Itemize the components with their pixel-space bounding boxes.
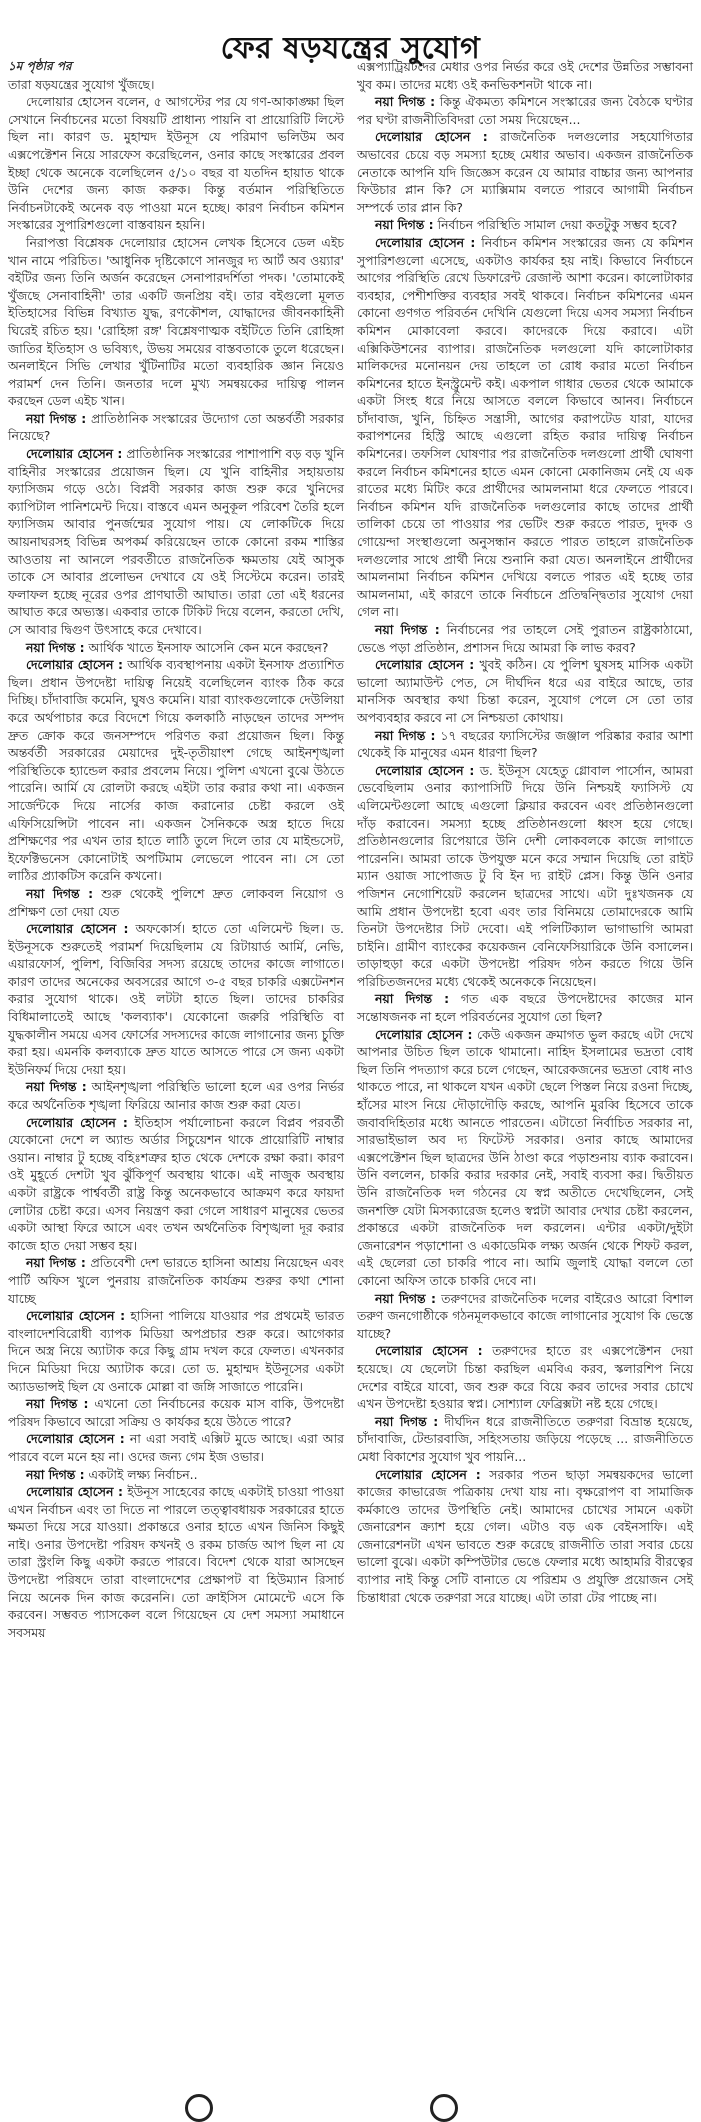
paragraph-text: সরকার পতন ছাড়া সমন্বয়কদের ভালো কাজের কাভারেজ পত্রিকায় দেখা যায় না। বৃক্ষরোপণ বা সামাজিক কর্মকাণ্ডে তাদের উপস্থিতি নেই। আমাদের চোখের সামনে একটা জেনারেশন ক্র্যাশ হয়ে গেল। এটাও বড় এক বেইনসাফি। এই জেনারেশনটা এখন ভাবতে শুরু করেছে রাজনীতি তারা সবার চেয়ে ভালো বুঝে। একটা কম্পিউটার ভেঙে ফেলার মধ্যে আহামরি বীরত্বের ব্যাপার নাই কিন্তু সেটি বানাতে যে পরিশ্রম ও প্রযুক্তি প্রয়োজন সেই চিন্তাধারা থেকে তরুণরা সরে যাচ্ছে। এটা তারা টের পাচ্ছে না। [357, 1466, 693, 1605]
interview-question [357, 621, 693, 656]
paragraph-text: প্রাতিষ্ঠানিক সংস্কারের পাশাপাশি বড় বড় খুনি বাহিনীর সংস্কারের প্রয়োজন ছিল। যে খুনি বাহিনীর সহায়তায় ফ্যাসিজম গড়ে ওঠে। বিপ্লবী সরকার কাজ শুরু করে খুনিদের ক্যাপিটাল পানিশমেন্ট দিয়ে। বাস্তবে এমন অনুকূল পরিবেশ তৈরি হলে ফ্যাসিজম আবার পুনর্জন্মের সুযোগ পায়। যে লোকটিকে দিয়ে আয়নাঘরসহ বিভিন্ন অপকর্ম করিয়েছেন তাকে কোনো রকম শাস্তির আওতায় না আনলে পরবর্তীতে রাজনৈতিক ক্ষমতায় যেই আসুক তাকে সে আবার প্রলোভন দেখাবে যে ওই সিস্টেমে করেন। তারই ফলাফল হচ্ছে নূরের ওপর প্রাণঘাতী আঘাত। তারা তো এই ধরনের আঘাত করে অভ্যস্ত। একবার তাকে টিকিট দিয়ে বলেন, করতো দেখি, সে আবার দ্বিগুণ উৎসাহে করে দেখাবে। [8, 446, 344, 637]
speaker-label-interviewee: দেলোয়ার হোসেন : [26, 1484, 123, 1500]
interview-question [357, 216, 693, 234]
speaker-label-newspaper: নয়া দিগন্ত : [375, 94, 436, 110]
speaker-label-interviewee: দেলোয়ার হোসেন : [26, 446, 123, 462]
speaker-label-newspaper: নয়া দিগন্ত : [26, 639, 85, 655]
interview-question [357, 990, 693, 1025]
paragraph-text: নির্বাচন পরিস্থিতি সামাল দেয়া কতটুকু সম্ভব হবে? [437, 217, 678, 233]
article-column-left [8, 58, 344, 1641]
speaker-label-interviewee: দেলোয়ার হোসেন : [26, 1114, 128, 1130]
interview-question [8, 1254, 344, 1307]
paragraph-text: আর্থিক খাতে ইনসাফ আসেনি কেন মনে করছেন? [88, 639, 329, 655]
speaker-label-newspaper: নয়া দিগন্ত : [375, 622, 440, 637]
paragraph-text: নির্বাচন কমিশন সংস্কারের জন্য যে কমিশন সুপারিশগুলো এসেছে, একটাও কার্যকর হয় নাই। কিভাবে নির্বাচনে আগের পরিস্থিতি রেখে ডিফারেন্ট রেজাল্ট আশা করেন। কালোটাকার ব্যবহার, পেশীশক্তির ব্যবহার সবই থাকবে। নির্বাচন কমিশনের এমন কোনো গুণগত পরিবর্তন দেখিনি যেগুলো দিয়ে এসব সমস্যা নির্বাচন কমিশন মোকাবেলা করবে। কাদেরকে দিয়ে করাবে। এটা এক্সিকিউশনের ব্যাপার। রাজনৈতিক দলগুলো যদি কালোটাকার মালিকদের মনোনয়ন দেয় তাহলে তা রোধ করার মতো নির্বাচন কমিশনের হাতে ইনস্ট্রুমেন্ট কই। একপাল গাধার ভেতর থেকে আমাকে একটা সিংহ ধরে নিয়ে আসতে বললে কিভাবে আনব। নির্বাচনে চাঁদাবাজ, খুনি, চিহ্নিত সন্ত্রাসী, আগের করাপটেড যারা, যাদের করাপশনের হিস্ট্রি আছে এগুলো রহিত করার দায়িত্ব নির্বাচন কমিশনের। তফসিল ঘোষণার পর রাজনৈতিক দলগুলো প্রার্থী ঘোষণা করলে নির্বাচন কমিশনের হাতে এমন কোনো মেকানিজম নেই যে এক রাতের মধ্যে মিটিং করে প্রার্থীদের আমলনামা ধরে ফেলতে পারবে। নির্বাচন কমিশন যদি রাজনৈতিক দলগুলোর কাছে তাদের প্রার্থী তালিকা চেয়ে তা পাওয়ার পর ভেটিং শুরু করতে পারত, দুদক ও গোয়েন্দা সংস্থাগুলো অনুসন্ধান করতে পারত তাহলে রাজনৈতিক দলগুলোর সাথে প্রার্থী নিয়ে শুনানি করা যেত। অনলাইনে প্রার্থীদের আমলনামা নির্বাচন কমিশন দেখিয়ে বলতে পারত এই হচ্ছে তার আমলনামা, এই কারণে তাকে নির্বাচনে প্রতিদ্বন্দ্বিতার সুযোগ দেয়া গেল না। [357, 234, 693, 620]
interview-answer [357, 1342, 693, 1412]
speaker-label-interviewee: দেলোয়ার হোসেন : [26, 921, 129, 937]
paragraph-text: অফকোর্স। হাতে তো এলিমেন্ট ছিল। ড. ইউনূসকে শুরুতেই পরামর্শ দিয়েছিলাম যে রিটায়ার্ড আর্মি, নেভি, এয়ারফোর্স, পুলিশ, বিজিবির সদস্য রয়েছে তাদের কাজে লাগাতে। কারণ তাদের অনেকের অবসরের আগে ৩-৫ বছর চাকরি এক্সটেনশন করার সুযোগ থাকে। ওই লটটা হাতে ছিল। তাদের চাকরির বিধিমালাতেই আছে 'কলব্যাক'। যেকোনো জরুরি পরিস্থিতি বা যুদ্ধকালীন সময়ে এসব ফোর্সের সদস্যদের কাজে লাগানোর জন্য চুক্তি করা হয়। এমনকি কলব্যাকে দ্রুত যাতে আসতে পারে সে জন্য একটা ইউনিফর্ম দিয়ে দেয়া হয়। [8, 921, 344, 1077]
interview-question [8, 639, 344, 657]
speaker-label-newspaper: নয়া দিগন্ত : [26, 1255, 86, 1271]
paragraph-text: ড. ইউনূস যেহেতু গ্লোবাল পার্সোন, আমরা ভেবেছিলাম ওনার ক্যাপাসিটি দিয়ে উনি নিশ্চয়ই ফ্যাসিস্ট যে এলিমেন্টগুলো আছে এগুলো ক্লিয়ার করবেন এবং প্রতিষ্ঠানগুলো দাঁড় করাবেন। সমস্যা হচ্ছে প্রতিষ্ঠানগুলো ধ্বংস হয়ে গেছে। প্রতিষ্ঠানগুলোর রিপেয়ারে উনি দেশী লোকবলকে কাজে লাগাতে পারেননি। আমরা তাকে উপযুক্ত মনে করে সম্মান দিয়েছি তো রাইট ম্যান ওয়াজ সাপোজড টু বি ইন দ্য রাইট প্লেস। কিন্তু উনি ওনার পজিশন নেগোশিয়েট করলেন ছাত্রদের সাথে। এটা দুঃখজনক যে আমি প্রধান উপদেষ্টা হবো এবং তার বিনিময়ে তোমাদেরকে আমি তিনটা উপদেষ্টার সিট দেবো। এই পলিটিক্যাল ভাগাভাগি আমরা চাইনি। গ্রামীণ ব্যাংকের কয়েকজন বেনিফেসিয়ারিকে উনি বসালেন। তাড়াহুড়া করে একটা উপদেষ্টা পরিষদ গঠন করতে গিয়ে উনি পরিচিতজনদের মধ্যে থেকেই অনেককে নিয়েছেন। [357, 762, 693, 989]
interview-answer [357, 128, 693, 216]
paragraph-text: কিন্তু ঐকমত্য কমিশনে সংস্কারের জন্য বৈঠকে ঘণ্টার পর ঘণ্টা রাজনীতিবিদরা তো সময় দিয়েছেন... [357, 94, 693, 127]
interview-question [8, 410, 344, 445]
paragraph-text: ১৭ বছরের ফ্যাসিস্টের জঞ্জাল পরিষ্কার করার আশা থেকেই কি মানুষের এমন ধারণা ছিল? [357, 727, 693, 761]
paragraph-text: ইউনূস সাহেবের কাছে একটাই চাওয়া পাওয়া এখন নির্বাচন এবং তা দিতে না পারলে তত্ত্বাবধায়ক সরকারের হাতে ক্ষমতা দিয়ে সরে যাওয়া। প্রকান্তরে ওনার হাতে এখন জিনিস কিছুই নাই। ওনার উপদেষ্টা পরিষদ কখনই ও রকম চার্জড আপ ছিল না যে তারা স্ট্রংলি কিছু একটা করতে পারবে। বিদেশ থেকে যারা আসছেন উপদেষ্টা পরিষদে তারা বাংলাদেশের প্রেক্ষাপট বা হিউম্যান রিসার্চ নিয়ে অনেক দিন কাজ করেননি। তো ক্রাইসিস মোমেন্টে এসে কি করবেন। সম্ভবত প্যাসকেল বলে গিয়েছেন যে দেশ সমস্যা সমাধানে সবসময় [8, 1484, 344, 1640]
speaker-label-interviewee: দেলোয়ার হোসেন : [375, 762, 475, 778]
paragraph-text: কেউ একজন ক্রমাগত ভুল করছে এটা দেখে আপনার উচিত ছিল তাকে থামানো। নাহিদ ইসলামের ভদ্রতা বোধ ছিল তিনি পদত্যাগ করে চলে গেছেন, আরেকজনের ভদ্রতা বোধ নাও থাকতে পারে, না থাকলে যখন একটা ছেলে পিস্তল নিয়ে রওনা দিচ্ছে, হাঁসের মাংস নিয়ে দৌড়াদৌড়ি করছে, আপনি মুরব্বি হিসেবে তাকে জবাবদিহিতার মধ্যে আনতে পারতেন। এটাতো নির্বাচিত সরকার না, সারভাইভাল অব দ্য ফিটেস্ট সরকার। ওনার কাছে আমাদের এক্সপেক্টেশন ছিল ছাত্রদের উনি ঠাণ্ডা করে পড়াশুনায় ব্যাক করাবেন। উনি বললেন, চাকরি করার দরকার নেই, সবাই ব্যবসা কর। দ্বিতীয়ত উনি রাজনৈতিক দল গঠনের যে স্বপ্ন অতীতে দেখেছিলেন, সেই জনশক্তি যেটা মিসক্যারেজ হলেও স্বপ্নটা আবার দেখার চেষ্টা করলেন, প্রকান্তরে একটা রাজনৈতিক দল করলেন। এন্টার একটা/দুইটা জেনারেশন পড়াশোনা ও একাডেমিক লক্ষ্য অর্জন থেকে শিফট করল, এই ছেলেরা তো চাকরি পাবে না। আমি জুলাই যোদ্ধা বললে তো কোনো অফিস তাকে চাকরি দেবে না। [357, 1026, 693, 1288]
paragraph-text: হাসিনা পালিয়ে যাওয়ার পর প্রথমেই ভারত বাংলাদেশবিরোধী ব্যাপক মিডিয়া অপপ্রচার শুরু করে। আগেকার দিনে অস্ত্র নিয়ে অ্যাটাক করে কিছু গ্রাম দখল করে ফেলত। এখনকার দিনে মিডিয়া দিয়ে অ্যাটাক করে। তো ড. মুহাম্মদ ইউনূসের একটা অ্যাডভান্সই ছিল যে ওনাকে মোল্লা বা জঙ্গি সাজাতে পারেনি। [8, 1308, 344, 1394]
interview-answer [357, 1026, 693, 1290]
interview-answer [8, 445, 344, 639]
article-paragraph [8, 93, 344, 234]
speaker-label-interviewee: দেলোয়ার হোসেন : [26, 1431, 125, 1447]
paragraph-text: আর্থিক ব্যবস্থাপনায় একটা ইনসাফ প্রত্যাশিত ছিল। প্রধান উপদেষ্টা দায়িত্ব নিয়েই বলেছিলেন ব্যাংক ঠিক করে দিচ্ছি। চাঁদাবাজি কমেনি, ঘুষও কমেনি। যারা ব্যাংকগুলোকে দেউলিয়া করে অর্থপাচার করে বিদেশে গিয়ে কলকাঠি নাড়ছেন তাদের সম্পদ দ্রুত ক্রোক করে জনসম্পদে পরিণত করা প্রয়োজন ছিল। কিন্তু অন্তর্বর্তী সরকারের মেয়াদের দুই-তৃতীয়াংশ গেছে আইনশৃঙ্খলা পরিস্থিতিকে হ্যান্ডেল করার প্রবলেম নিয়ে। পুলিশ এখনো বুঝে উঠতে পারেনি। আর্মি যে রোলটা করছে এইটা তার করার কথা না। একজন সার্জেন্টকে দিয়ে নার্সের কাজ করানোর চেষ্টা করলে ওই এফিসিয়েন্সিটা পাবেন না। একজন সৈনিককে অস্ত্র হাতে দিয়ে প্রশিক্ষণের পর এখন তার হাতে লাঠি তুলে দিলে তার যে মাইন্ডসেট, ইফেক্টিভনেস কোনোটাই অপটিমাম লেভেলে পাবেন না। সে তো লাঠির প্র্যাকটিস করেনি কখনো। [8, 657, 344, 884]
interview-answer [8, 1114, 344, 1255]
speaker-label-interviewee: দেলোয়ার হোসেন : [375, 1026, 473, 1042]
interview-answer [8, 656, 344, 885]
paragraph-text: একটাই লক্ষ্য নির্বাচন.. [88, 1466, 198, 1482]
interview-answer [357, 656, 693, 726]
speaker-label-newspaper: নয়া দিগন্ত : [26, 885, 94, 901]
paragraph-text: তারা ষড়যন্ত্রের সুযোগ খুঁজছে। [8, 76, 155, 92]
article-paragraph [8, 76, 344, 94]
speaker-label-interviewee: দেলোয়ার হোসেন : [26, 1308, 126, 1324]
speaker-label-interviewee: দেলোয়ার হোসেন : [375, 657, 475, 673]
paragraph-text: নিরাপত্তা বিশ্লেষক দেলোয়ার হোসেন লেখক হিসেবে ডেল এইচ খান নামে পরিচিত। 'আধুনিক দৃষ্টিকোণে সানজুর দ্য আর্ট অব ওয়্যার' বইটির জন্য তিনি অর্জন করেছেন সেনাপারদর্শিতা পদক। 'তোমাকেই খুঁজছে সেনাবাহিনী' তার একটি জনপ্রিয় বই। তার বইগুলো মূলত ইতিহাসের বিভিন্ন বিখ্যাত যুদ্ধ, রণকৌশল, যোদ্ধাদের জীবনকাহিনী ঘিরেই রচিত হয়। 'রোহিঙ্গা রঙ্গ' বিশ্লেষণাত্মক বইটিতে তিনি রোহিঙ্গা জাতির ইতিহাস ও ভবিষ্যৎ, উভয় সময়ের বাস্তবতাকে তুলে ধরেছেন। অনলাইনে সিভি লেখার খুঁটিনাটির মতো ব্যবহারিক জ্ঞান নিয়েও পরামর্শ দেন তিনি। জনতার দলে মুখ্য সমন্বয়কের দায়িত্ব পালন করছেন ডেল এইচ খান। [8, 234, 344, 409]
paragraph-text: দেলোয়ার হোসেন বলেন, ৫ আগস্টের পর যে গণ-আকাঙ্ক্ষা ছিল সেখানে নির্বাচনের মতো বিষয়টি প্রাধান্য পায়নি বা প্রায়োরিটি লিস্টে ছিল না। কারণ ড. মুহাম্মদ ইউনূস যে পরিমাণ ভলিউম অব এক্সপেক্টেশন নিয়ে সারফেস করেছিলেন, ওনার কাছে সংস্কারের প্রবল ইচ্ছা থেকে অনেকে বলেছিলেন ৫/১০ বছর বা যতদিন হায়াত থাকে উনি দেশের জন্য কাজ করুক। কিন্তু বর্তমান পরিস্থিতিতে নির্বাচনটাকেই অনেক বড় পাওয়া মনে হচ্ছে। কারণ নির্বাচন কমিশন সংস্কারের সুপারিশগুলো বাস্তবায়ন হয়নি। [8, 94, 344, 233]
interview-question [8, 885, 344, 920]
speaker-label-newspaper: নয়া দিগন্ত : [375, 991, 450, 1007]
speaker-label-newspaper: নয়া দিগন্ত : [375, 217, 434, 233]
paragraph-text: ইতিহাস পর্যালোচনা করলে বিপ্লব পরবর্তী যেকোনো দেশে ল অ্যান্ড অর্ডার সিচুয়েশন থাকে প্রায়োরিটি নাম্বার ওয়ান। নাম্বার টু হচ্ছে বহিঃশত্রুর হাত থেকে দেশকে রক্ষা করা। কারণ ওই মুহূর্তে দেশটা খুব ঝুঁকিপূর্ণ অবস্থায় থাকে। এই নাজুক অবস্থায় একটা রাষ্ট্রকে পার্শ্ববর্তী রাষ্ট্র কিন্তু অনেকভাবে আক্রমণ করে ফায়দা লোটার চেষ্টা করে। এসব নিয়ন্ত্রণ করা গেলে সাধারণ মানুষের ভেতর একটা আস্থা ফিরে আসে এবং তখন অর্থনৈতিক বিশৃঙ্খলা দূর করার কাজে হাত দেয়া সম্ভব হয়। [8, 1114, 344, 1253]
interview-question [357, 727, 693, 762]
interview-question [8, 1466, 344, 1484]
interview-question [8, 1078, 344, 1113]
interview-answer [357, 234, 693, 621]
paragraph-text: খুবই কঠিন। যে পুলিশ ঘুষসহ মাসিক একটা ভালো অ্যামাউন্ট পেত, সে দীর্ঘদিন ধরে এর বাইরে আছে, তার মানসিক অবস্থার কথা চিন্তা করেন, সুযোগ পেলে সে তো তার অপব্যবহার করবে না সে নিশ্চয়তা কোথায়। [357, 657, 693, 725]
article-paragraph [357, 58, 693, 93]
headline: ফের ষড়যন্ত্রের সুযোগ [220, 31, 481, 67]
paragraph-text: এক্সপ্যাট্রিয়টদের মেধার ওপর নির্ভর করে ওই দেশের উন্নতির সম্ভাবনা খুব কম। তাদের মধ্যে ওই কনভিকশনটা থাকে না। [357, 59, 693, 92]
logo-fragment-icon [430, 2094, 458, 2122]
speaker-label-newspaper: নয়া দিগন্ত : [26, 410, 87, 426]
interview-answer [8, 1483, 344, 1641]
paragraph-text: তরুণদের হাতে রং এক্সপেক্টেশন দেয়া হয়েছে। যে ছেলেটা চিন্তা করছিল এমবিএ করব, স্কলারশিপ নিয়ে দেশের বাইরে যাবো, জব শুরু করে বিয়ে করব তাদের সবার চোখে এখন উপদেষ্টা হওয়ার স্বপ্ন। সোশ্যাল ফেব্রিক্সটা নষ্ট হয়ে গেছে। [357, 1343, 693, 1412]
speaker-label-interviewee: দেলোয়ার হোসেন : [375, 234, 476, 250]
interview-question [357, 93, 693, 128]
speaker-label-newspaper: নয়া দিগন্ত : [375, 1413, 439, 1429]
interview-answer [8, 920, 344, 1078]
speaker-label-interviewee: দেলোয়ার হোসেন : [375, 1343, 483, 1359]
paragraph-text: দীর্ঘদিন ধরে রাজনীতিতে তরুণরা বিভ্রান্ত হয়েছে, চাঁদাবাজি, টেন্ডারবাজি, সহিংসতায় জড়িয়ে পড়েছে ... রাজনীতিতে মেধা বিকাশের সুযোগ খুব পায়নি... [357, 1413, 693, 1464]
paragraph-text: এখনো তো নির্বাচনের কয়েক মাস বাকি, উপদেষ্টা পরিষদ কিভাবে আরো সক্রিয় ও কার্যকর হয়ে উঠতে পারে? [8, 1396, 344, 1429]
paragraph-text: না এরা সবাই এক্সিট মুডে আছে। এরা আর পারবে বলে মনে হয় না। ওদের জন্য গেম ইজ ওভার। [8, 1431, 344, 1464]
article-column-right [357, 58, 693, 1606]
continuation-label: ১ম পৃষ্ঠার পর [8, 59, 72, 73]
speaker-label-newspaper: নয়া দিগন্ত : [375, 1290, 437, 1306]
paragraph-text: আইনশৃঙ্খলা পরিস্থিতি ভালো হলে এর ওপর নির্ভর করে অর্থনৈতিক শৃঙ্খলা ফিরিয়ে আনার কাজ শুরু করা যেত। [8, 1079, 344, 1113]
interview-question [8, 1395, 344, 1430]
speaker-label-interviewee: দেলোয়ার হোসেন : [26, 657, 123, 673]
paragraph-text: শুরু থেকেই পুলিশে দ্রুত লোকবল নিয়োগ ও প্রশিক্ষণ তো দেয়া যেত [8, 885, 344, 919]
interview-answer [8, 1430, 344, 1465]
speaker-label-newspaper: নয়া দিগন্ত : [26, 1466, 85, 1482]
interview-answer [357, 1466, 693, 1607]
logo-fragment-icon [185, 2094, 213, 2122]
paragraph-text: প্রাতিষ্ঠানিক সংস্কারের উদ্যোগ তো অন্তর্বর্তী সরকার নিয়েছে? [8, 410, 344, 444]
interview-answer [357, 762, 693, 991]
paragraph-text: রাজনৈতিক দলগুলোর সহযোগিতার অভাবের চেয়ে বড় সমস্যা হচ্ছে মেধার অভাব। একজন রাজনৈতিক নেতাকে আপনি যদি জিজ্ঞেস করেন যে আমার বাচ্চার জন্য আপনার ফিউচার প্লান কি? সে ম্যাক্সিমাম বলতে পারবে আগামী নির্বাচন সম্পর্কে তার প্লান কি? [357, 129, 693, 215]
speaker-label-newspaper: নয়া দিগন্ত : [375, 727, 436, 743]
speaker-label-newspaper: নয়া দিগন্ত : [26, 1079, 87, 1095]
interview-question [357, 1413, 693, 1466]
paragraph-text: তরুণদের রাজনৈতিক দলের বাইরেও আরো বিশাল তরুণ জনগোষ্ঠীকে গঠনমূলকভাবে কাজে লাগানোর সুযোগ কি ভেস্তে যাচ্ছে? [357, 1290, 693, 1341]
paragraph-text: প্রতিবেশী দেশ ভারতে হাসিনা আশ্রয় নিয়েছেন এবং পার্টি অফিস খুলে পুনরায় রাজনৈতিক কার্যক্রম শুরুর কথা শোনা যাচ্ছে [8, 1255, 344, 1306]
paragraph-text: গত এক বছরে উপদেষ্টাদের কাজের মান সন্তোষজনক না হলে পরিবর্তনের সুযোগ তো ছিল? [357, 991, 693, 1025]
article-paragraph [8, 234, 344, 410]
paragraph-text: নির্বাচনের পর তাহলে সেই পুরাতন রাষ্ট্রকাঠামো, ভেঙে পড়া প্রতিষ্ঠান, প্রশাসন দিয়ে আমরা কি লাভ করব? [357, 622, 693, 655]
speaker-label-interviewee: দেলোয়ার হোসেন : [375, 1466, 481, 1482]
interview-question [357, 1290, 693, 1343]
interview-answer [8, 1307, 344, 1395]
speaker-label-newspaper: নয়া দিগন্ত : [26, 1396, 89, 1412]
speaker-label-interviewee: দেলোয়ার হোসেন : [375, 129, 488, 145]
